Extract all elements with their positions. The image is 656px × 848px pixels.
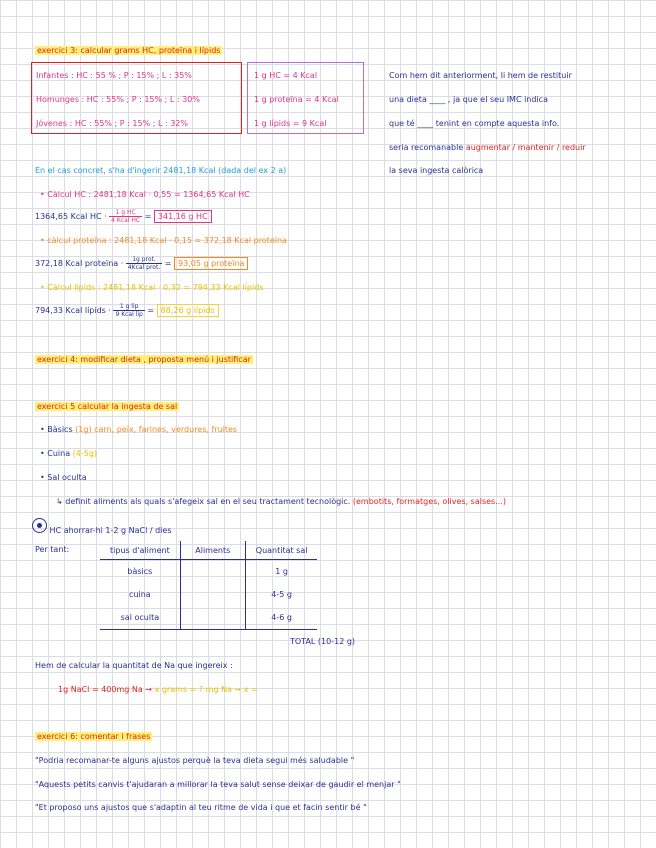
calc-protein-line: 372,18 Kcal proteïna · $\frac{\text{1g prot.}}{\text{4Kcal prot.}}$ = 93,05 g proteïna (35, 256, 248, 271)
salt-table (100, 541, 317, 630)
col-header: tipus d'aliment (100, 541, 180, 560)
bullet-basics: • Bàsics (1g) carn, peix, farines, verdures, fruites (40, 425, 238, 434)
note-line-5: la seva ingesta calòrica (389, 166, 484, 175)
note-line-3: que té ____ tenint en compte aquesta info. (389, 119, 560, 128)
note-line-1: Com hem dit anteriorment, li hem de restituir (389, 71, 572, 80)
energy-lipids: 1 g lípids = 9 Kcal (254, 119, 327, 128)
calc-hc-line: 1364,65 Kcal HC · $\frac{\text{1 g HC}}{\text{4 Kcal HC}}$ = 341,16 g HC (35, 209, 212, 224)
table-cell: cuina (100, 583, 180, 606)
table-cell: 4-5 g (271, 590, 292, 599)
frac-hc: $\frac{\text{1 g HC}}{\text{4 Kcal HC}}$ (111, 209, 141, 225)
ranges-homes: Homunges : HC : 55% ; P : 15% ; L : 30% (36, 95, 200, 104)
table-row (100, 583, 317, 606)
quote-1: "Podria recomanar-te alguns ajustos perquè la teva dieta segui més saludable " (35, 756, 355, 765)
table-cell: 4-6 g (245, 606, 317, 630)
calc-lipids-label: • Càlcul lípids : 2481,18 Kcal · 0,32 = 794,33 Kcal lípids (40, 283, 264, 292)
conversion-line: 1g NaCl = 400mg Na → x grams = ? mg Na → x = (58, 685, 258, 694)
ex6-title: exercici 6: comentar i frases (37, 732, 151, 741)
table-cell: 1 g (275, 567, 288, 576)
col-header: Aliments (180, 541, 245, 560)
ex3-title: exercici 3: calcular grams HC, proteïna i lípids (37, 46, 221, 55)
conversion-intro: Hem de calcular la quantitat de Na que ingereix : (35, 661, 233, 670)
ex4-title: exercici 4: modificar dieta , proposta menú i justificar (37, 355, 251, 364)
table-cell (180, 583, 245, 606)
bullet-sal-oculta: • Sal oculta (40, 473, 87, 482)
definition-examples: (embotits, formatges, olives, salses...) (352, 497, 506, 506)
ranges-infantes: Infantes : HC : 55 % ; P : 15% ; L : 35% (36, 71, 192, 80)
result-lipids: 88,26 g lípids (157, 304, 219, 317)
energy-protein: 1 g proteïna = 4 Kcal (254, 95, 339, 104)
calc-lipids-line: 794,33 Kcal lípids · $\frac{\text{1 g lip}}{\text{9 Kcal lip}}$ = 88,26 g lípids (35, 303, 219, 318)
calc-protein-label: • càlcul proteïna : 2481,18 Kcal · 0,15 = 372,18 Kcal proteïna (40, 236, 287, 245)
ex5-title: exercici 5 calcular la ingesta de sal (37, 402, 178, 411)
energy-hc: 1 g HC = 4 Kcal (254, 71, 318, 80)
quote-2: "Aquests petits canvis t'ajudaran a millorar la teva salut sense deixar de gaudir el menjar " (35, 780, 401, 789)
calc-hc-label: • Càlcul HC : 2481,18 Kcal · 0,55 = 1364,65 Kcal HC (40, 190, 250, 199)
frac-protein: $\frac{\text{1g prot.}}{\text{4Kcal prot.}}$ (127, 256, 161, 272)
table-total: TOTAL (10-12 g) (290, 637, 356, 646)
table-cell (180, 606, 245, 630)
target-icon (32, 518, 47, 533)
table-cell: bàsics (100, 560, 180, 584)
frac-lipids: $\frac{\text{1 g lip}}{\text{9 Kcal lip}}$ (115, 303, 143, 319)
ranges-joves: Jóvenes : HC : 55% ; P : 15% ; L : 32% (36, 119, 188, 128)
table-intro: Per tant: (35, 545, 70, 554)
result-protein: 93,05 g proteïna (174, 257, 248, 270)
recommendation: HC ahorrar-hi 1-2 g NaCl / dies (32, 518, 172, 535)
note-line-4: seria recomanable augmentar / mantenir / reduir (389, 143, 586, 152)
ex3-intro: En el cas concret, s'ha d'ingerir 2481,18 Kcal (dada del ex 2 a) (35, 166, 287, 175)
table-row (100, 560, 317, 584)
col-header: Quantitat sal (245, 541, 317, 560)
sal-oculta-definition: ↳ definit aliments als quals s'afegeix sal en el seu tractament tecnològic. (embotits, formatges, olives, salses...) (56, 497, 506, 506)
table-cell: sal oculta (100, 606, 180, 630)
quote-3: "Et proposo uns ajustos que s'adaptin al teu ritme de vida i que et facin sentir bé " (35, 803, 367, 812)
table-row (100, 606, 317, 630)
result-hc: 341,16 g HC (154, 210, 212, 223)
bullet-cuina: • Cuina (4-5g) (40, 449, 98, 458)
table-cell (180, 560, 245, 584)
note-red-options: augmentar / mantenir / reduir (465, 143, 586, 152)
note-line-2: una dieta ____ , ja que el seu IMC indica (389, 95, 548, 104)
